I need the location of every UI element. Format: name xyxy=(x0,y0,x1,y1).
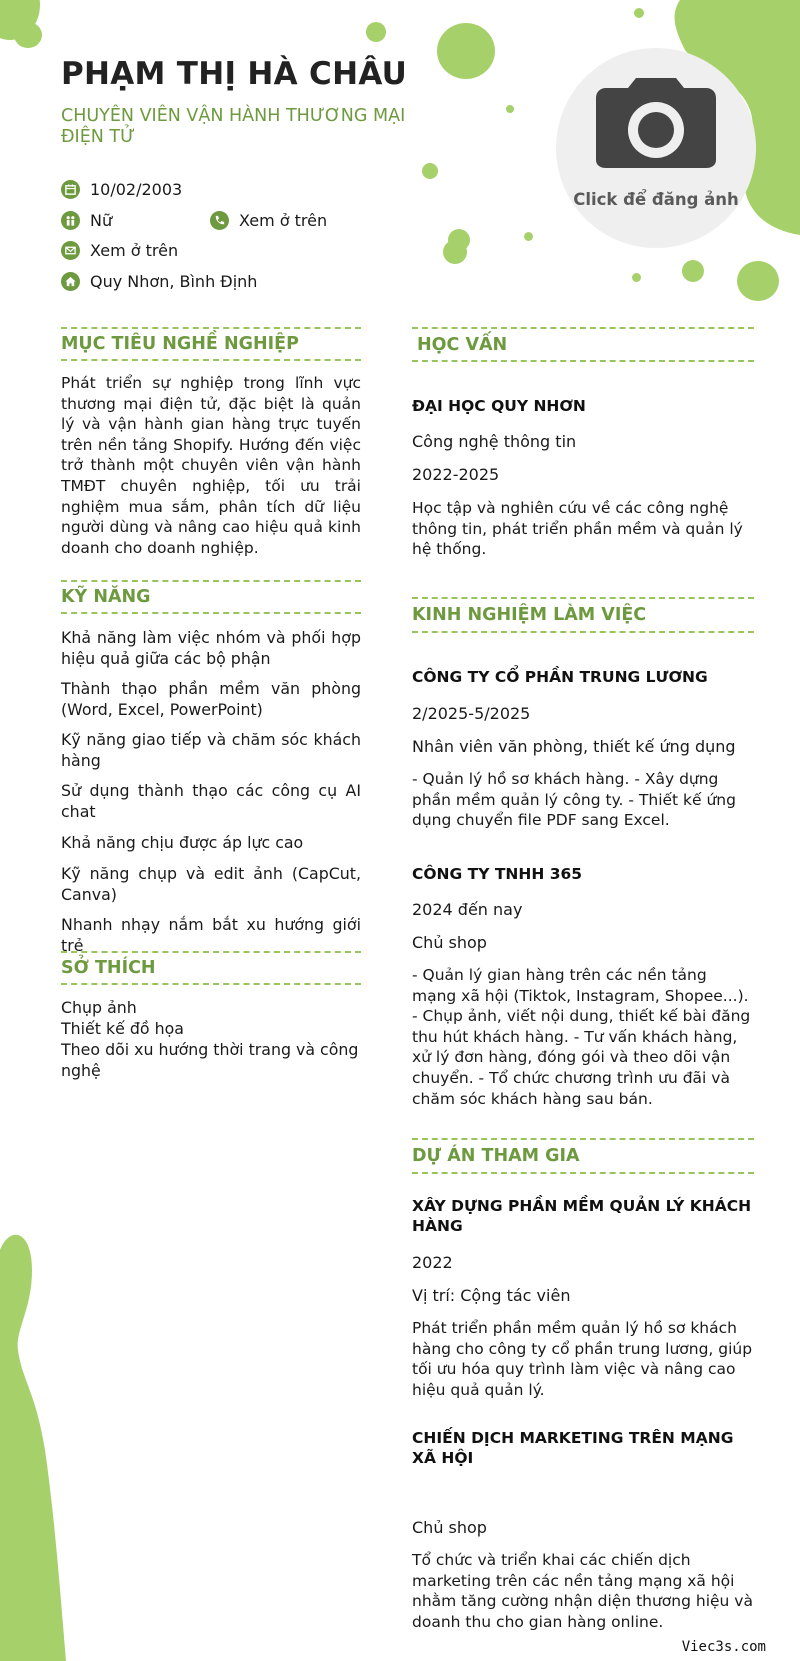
decor-blob xyxy=(506,105,514,113)
experience-title: KINH NGHIỆM LÀM VIỆC xyxy=(412,605,647,625)
job-position: Nhân viên văn phòng, thiết kế ứng dụng xyxy=(412,737,736,756)
skill-item: Nhanh nhạy nắm bắt xu hướng giới trẻ xyxy=(61,915,361,955)
experience-heading xyxy=(412,597,754,633)
projects-title: DỰ ÁN THAM GIA xyxy=(412,1146,580,1166)
job-description: - Quản lý hồ sơ khách hàng. - Xây dựng phần mềm quản lý công ty. - Thiết kế ứng dụng chuyển file PDF sang Excel. xyxy=(412,770,736,830)
skill-item: Khả năng làm việc nhóm và phối hợp hiệu quả giữa các bộ phận xyxy=(61,628,361,668)
skills-heading xyxy=(61,580,361,614)
project-role: Chủ shop xyxy=(412,1518,487,1537)
skill-item: Kỹ năng chụp và edit ảnh (CapCut, Canva) xyxy=(61,864,361,904)
phone-row xyxy=(210,211,327,230)
skills-title: KỸ NĂNG xyxy=(61,587,151,607)
birthday-text: 10/02/2003 xyxy=(90,180,183,199)
hobbies-title: SỞ THÍCH xyxy=(61,958,156,978)
decor-blob xyxy=(737,261,779,301)
skill-item: Sử dụng thành thạo các công cụ AI chat xyxy=(61,781,361,821)
job-period: 2024 đến nay xyxy=(412,900,523,919)
hobby-item: Chụp ảnh xyxy=(61,998,137,1017)
education-period: 2022-2025 xyxy=(412,465,500,484)
education-description: Học tập và nghiên cứu về các công nghệ thông tin, phát triển phần mềm và quản lý hệ thống. xyxy=(412,499,743,559)
gender-icon xyxy=(61,211,80,230)
company-name: CÔNG TY TNHH 365 xyxy=(412,865,583,883)
company-name: CÔNG TY CỔ PHẦN TRUNG LƯƠNG xyxy=(412,668,708,686)
watermark: Viec3s.com xyxy=(681,1639,766,1655)
job-period: 2/2025-5/2025 xyxy=(412,704,531,723)
decor-blob xyxy=(437,23,495,79)
education-title: HỌC VẤN xyxy=(417,334,508,355)
decor-blob xyxy=(632,273,641,282)
decor-blob xyxy=(682,260,704,282)
objective-heading xyxy=(61,327,361,361)
decor-blob xyxy=(524,232,533,241)
project-name: CHIẾN DỊCH MARKETING TRÊN MẠNG XÃ HỘI xyxy=(412,1429,734,1467)
home-icon xyxy=(61,272,80,291)
gender-row xyxy=(61,211,112,230)
project-description: Phát triển phần mềm quản lý hồ sơ khách hàng cho công ty cổ phần trung lương, giúp tối ưu hóa quy trình làm việc và nâng cao hiệu quả quản lý. xyxy=(412,1319,753,1399)
photo-caption[interactable]: Click để đăng ảnh xyxy=(573,190,739,209)
major: Công nghệ thông tin xyxy=(412,432,577,451)
skill-item: Khả năng chịu được áp lực cao xyxy=(61,833,304,852)
objective-text: Phát triển sự nghiệp trong lĩnh vực thương mại điện tử, đặc biệt là quản lý và vận hành gian hàng trực tuyến trên nền tảng Shopify. Hướng đến việc trở thành một chuyên viên vận hành TMĐT chuyên nghiệp, tối ưu trải nghiệm mua sắm, phân tích dữ liệu người dùng và nâng cao hiệu quả kinh doanh cho doanh nghiệp. xyxy=(61,374,361,557)
education-heading xyxy=(412,327,754,362)
project-year: 2022 xyxy=(412,1253,453,1272)
skill-item: Thành thạo phần mềm văn phòng (Word, Excel, PowerPoint) xyxy=(61,679,361,719)
school-name: ĐẠI HỌC QUY NHƠN xyxy=(412,397,586,415)
project-description: Tổ chức và triển khai các chiến dịch marketing trên các nền tảng mạng xã hội nhằm tăng cường nhận diện thương hiệu và doanh thu cho gian hàng online. xyxy=(412,1551,753,1631)
phone-icon xyxy=(210,211,229,230)
birthday-row xyxy=(61,180,182,199)
hobby-item: Theo dõi xu hướng thời trang và công nghệ xyxy=(61,1040,359,1080)
gender-text: Nữ xyxy=(90,211,113,230)
address-text: Quy Nhơn, Bình Định xyxy=(90,272,258,291)
decor-blob xyxy=(366,22,386,42)
email-text: Xem ở trên xyxy=(90,241,179,260)
job-title: CHUYÊN VIÊN VẬN HÀNH THƯƠNG MẠI ĐIỆN TỬ xyxy=(61,106,406,147)
project-role: Vị trí: Cộng tác viên xyxy=(412,1286,571,1305)
hobbies-heading xyxy=(61,951,361,985)
job-position: Chủ shop xyxy=(412,933,487,952)
address-row xyxy=(61,272,257,291)
projects-heading xyxy=(412,1138,754,1174)
camera-icon xyxy=(596,78,716,168)
project-name: XÂY DỰNG PHẦN MỀM QUẢN LÝ KHÁCH HÀNG xyxy=(412,1197,752,1235)
candidate-name: PHẠM THỊ HÀ CHÂU xyxy=(61,56,408,92)
hobby-item: Thiết kế đồ họa xyxy=(61,1019,184,1038)
decor-blob xyxy=(443,240,467,264)
phone-text: Xem ở trên xyxy=(239,211,328,230)
calendar-icon xyxy=(61,180,80,199)
decor-blob xyxy=(14,22,42,48)
decor-blob xyxy=(0,1230,70,1661)
skill-item: Kỹ năng giao tiếp và chăm sóc khách hàng xyxy=(61,730,361,770)
decor-blob xyxy=(634,8,644,18)
job-description: - Quản lý gian hàng trên các nền tảng mạng xã hội (Tiktok, Instagram, Shopee...). - Chụp ảnh, viết nội dung, thiết kế bài đăng thu hút khách hàng. - Tư vấn khách hàng, xử lý đơn hàng, đóng gói và theo dõi vận chuyển. - Tổ chức chương trình ưu đãi và chăm sóc khách hàng sau bán. xyxy=(412,966,751,1108)
email-icon xyxy=(61,241,80,260)
decor-blob xyxy=(422,163,438,179)
email-row xyxy=(61,241,178,260)
photo-upload[interactable] xyxy=(556,48,756,248)
objective-title: MỤC TIÊU NGHỀ NGHIỆP xyxy=(61,334,299,354)
